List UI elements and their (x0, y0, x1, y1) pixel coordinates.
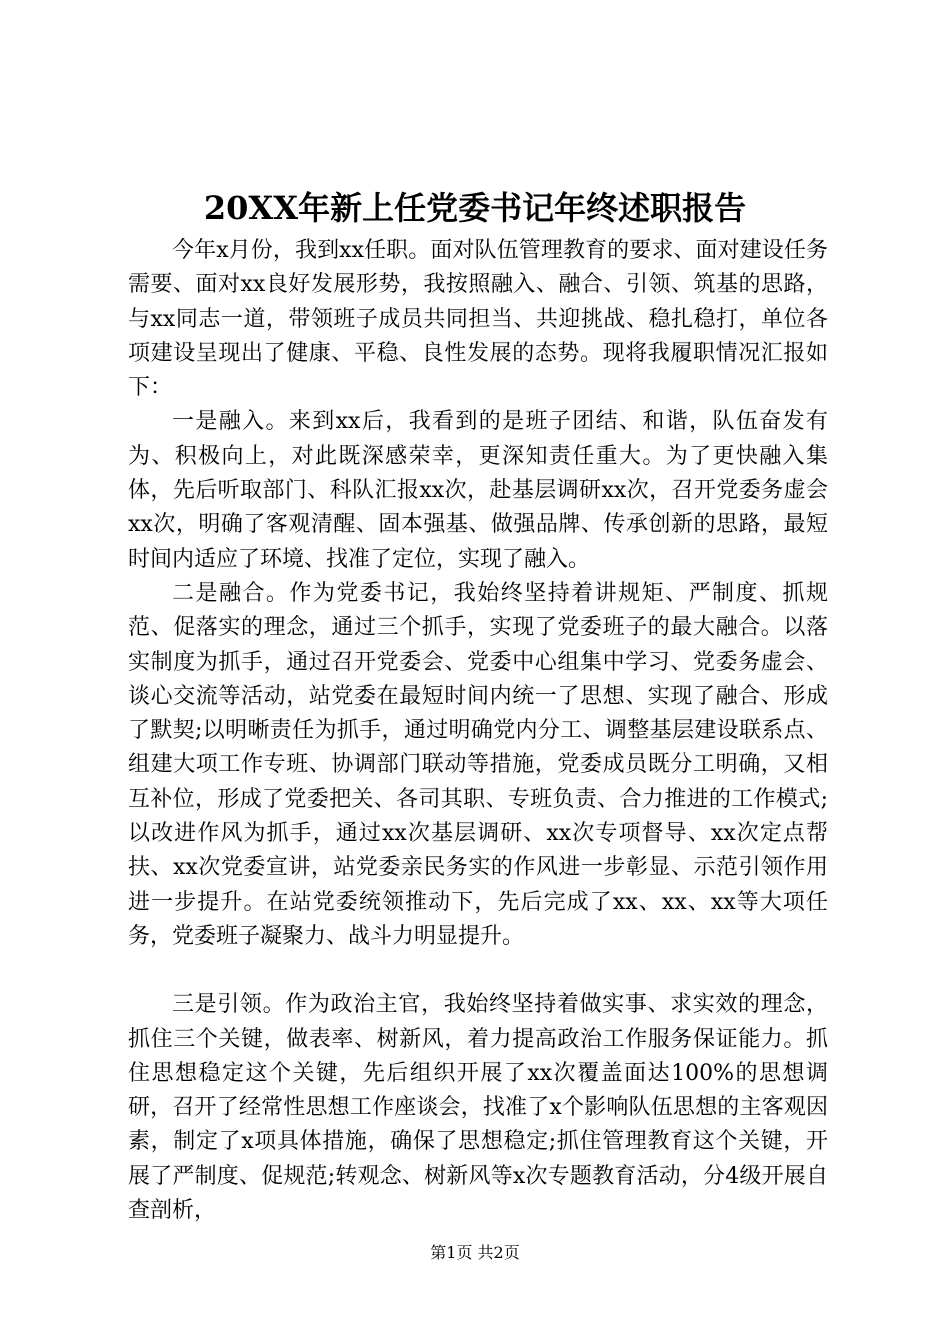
paragraph-intro: 今年x月份，我到xx任职。面对队伍管理教育的要求、面对建设任务需要、面对xx良好发展形势，我按照融入、融合、引领、筑基的思路，与xx同志一道，带领班子成员共同担当、共迎挑战、稳扎稳打，单位各项建设呈现出了健康、平稳、良性发展的态势。现将我履职情况汇报如下： (128, 238, 828, 401)
document-body (128, 234, 828, 1228)
document-title: 20XX年新上任党委书记年终述职报告 (203, 189, 747, 227)
page-footer: 第1页 共2页 (430, 1243, 520, 1262)
paragraph-leadership: 三是引领。作为政治主官，我始终坚持着做实事、求实效的理念，抓住三个关键，做表率、树新风，着力提高政治工作服务保证能力。抓住思想稳定这个关键，先后组织开展了xx次覆盖面达100%的思想调研，召开了经常性思想工作座谈会，找准了x个影响队伍思想的主客观因素，制定了x项具体措施，确保了思想稳定;抓住管理教育这个关键，开展了严制度、促规范;转观念、树新风等x次专题教育活动，分4级开展自查剖析， (128, 992, 828, 1224)
paragraph-fusion: 二是融合。作为党委书记，我始终坚持着讲规矩、严制度、抓规范、促落实的理念，通过三个抓手，实现了党委班子的最大融合。以落实制度为抓手，通过召开党委会、党委中心组集中学习、党委务虚会、谈心交流等活动，站党委在最短时间内统一了思想、实现了融合、形成了默契;以明晰责任为抓手，通过明确党内分工、调整基层建设联系点、组建大项工作专班、协调部门联动等措施，党委成员既分工明确，又相互补位，形成了党委把关、各司其职、专班负责、合力推进的工作模式;以改进作风为抓手，通过xx次基层调研、xx次专项督导、xx次定点帮扶、xx次党委宣讲，站党委亲民务实的作风进一步彰显、示范引领作用进一步提升。在站党委统领推动下，先后完成了xx、xx、xx等大项任务，党委班子凝聚力、战斗力明显提升。 (128, 580, 828, 949)
paragraph-integration: 一是融入。来到xx后，我看到的是班子团结、和谐，队伍奋发有为、积极向上，对此既深感荣幸，更深知责任重大。为了更快融入集体，先后听取部门、科队汇报xx次，赴基层调研xx次，召开党委务虚会xx次，明确了客观清醒、固本强基、做强品牌、传承创新的思路，最短时间内适应了环境、找准了定位，实现了融入。 (128, 409, 828, 572)
